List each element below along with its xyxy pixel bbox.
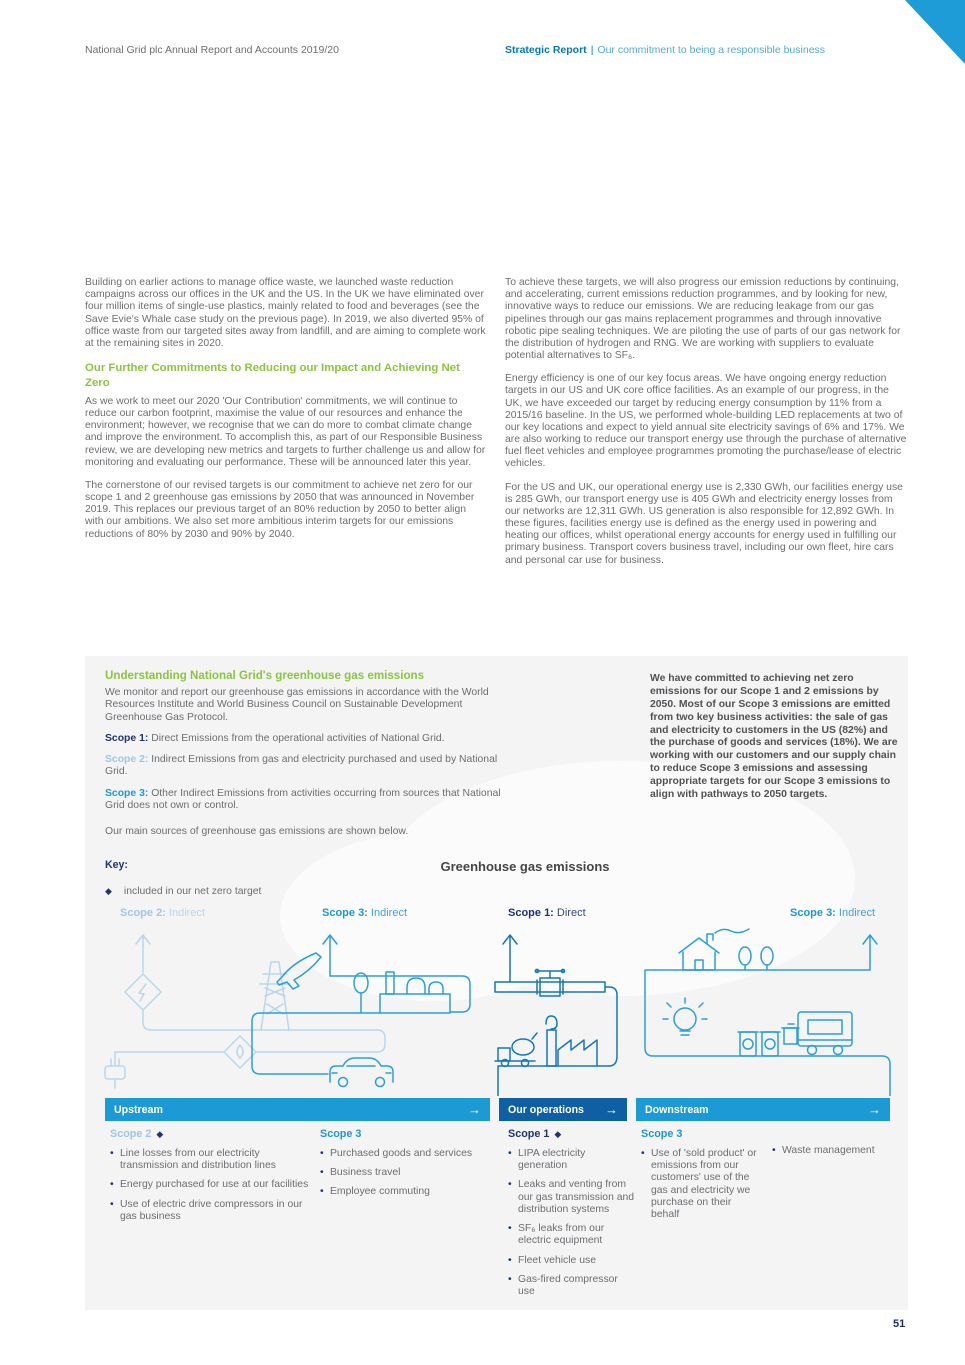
connector-path bbox=[645, 970, 890, 1096]
list-item: • SF₆ leaks from our electric equipment bbox=[508, 1223, 636, 1248]
scope2-bold: Scope 2: bbox=[120, 907, 166, 919]
article-column-left bbox=[85, 277, 487, 552]
connector-path bbox=[143, 1010, 385, 1052]
flame-icon bbox=[237, 1045, 243, 1058]
connector-path bbox=[115, 1052, 224, 1066]
sources-note: Our main sources of greenhouse gas emissions are shown below. bbox=[105, 826, 409, 838]
diagram-title: Greenhouse gas emissions bbox=[440, 859, 610, 874]
breadcrumb bbox=[505, 44, 825, 56]
scope3-upstream-illustration bbox=[252, 935, 470, 1087]
list-title-text: Scope 3 bbox=[320, 1128, 362, 1140]
paragraph: For the US and UK, our operational energy use is 2,330 GWh, our facilities energy use is 285 GWh, our transport energy use is 405 GWh and electricity energy losses from our networks are 12,311 GWh. US generation is also responsible for 12,892 GWh. In these figures, facilities energy use is defined as the energy used in powering and heating our offices, whilst operational energy accounts for energy used in fulfilling our primary business. Transport covers business travel, including our own fleet, hire cars and personal car use for business. bbox=[505, 481, 903, 566]
scope3-type: Indirect bbox=[838, 907, 875, 919]
upstream-scope3-list bbox=[320, 1128, 485, 1206]
list-title bbox=[641, 1128, 761, 1141]
net-zero-diamond-icon: ◆ bbox=[554, 1129, 562, 1139]
scope2-label: Scope 2: bbox=[105, 754, 149, 766]
paragraph: To achieve these targets, we will also progress our emission reductions by continuing, and accelerating, current emissions reduction programmes, and by looking for new, innovative ways to reduce our emissions. We are reducing leakage from our gas pipelines through our gas mains replacement programmes and through innovative robotic pipe sealing techniques. We are piloting the use of parts of our gas network for the distribution of hydrogen and RNG. We are working with suppliers to evaluate potential alternatives to SF₆. bbox=[505, 277, 901, 362]
stage-bar-our-operations bbox=[499, 1098, 627, 1121]
diagram-label-scope1 bbox=[508, 907, 586, 919]
arrow-right-icon: → bbox=[468, 1102, 481, 1117]
scope3-bold: Scope 3: bbox=[790, 907, 836, 919]
list-item: • Line losses from our electricity transmission and distribution lines bbox=[110, 1148, 310, 1173]
scope2-type: Indirect bbox=[168, 907, 205, 919]
ghg-emissions-panel bbox=[85, 656, 908, 1310]
list-item: • LIPA electricity generation bbox=[508, 1148, 636, 1173]
net-zero-commitment-text: We have committed to achieving net zero emissions for our Scope 1 and 2 emissions by 2050. Most of our Scope 3 emissions are emitted from two key business activities: the sale of gas and electricity to customers in the US (82%) and the purchase of goods and services (18%). We are working with our customers and our supply chain to reduce Scope 3 emissions and assessing appropriate targets for our Scope 3 emissions to align with pathways to 2050 targets. bbox=[650, 673, 898, 801]
scope1-desc: Direct Emissions from the operational activities of National Grid. bbox=[151, 732, 445, 744]
scope3-downstream-illustration bbox=[645, 929, 890, 1096]
tree-icon bbox=[354, 973, 368, 1013]
up-arrow bbox=[503, 935, 517, 972]
article-column-right bbox=[505, 277, 907, 578]
delivery-truck-icon bbox=[782, 1012, 852, 1055]
list-item: • Business travel bbox=[320, 1167, 485, 1179]
list-item: • Employee commuting bbox=[320, 1186, 485, 1198]
plane-icon bbox=[277, 953, 321, 989]
stage-label: Our operations bbox=[508, 1103, 584, 1116]
list-title-text: Scope 2 bbox=[110, 1128, 152, 1140]
key-row bbox=[105, 886, 513, 897]
list-item: • Use of 'sold product' or emissions from our customers' use of the gas and electricity we purchase on their behalf bbox=[641, 1148, 761, 1222]
stage-label: Downstream bbox=[645, 1103, 709, 1116]
lightning-bolt-icon bbox=[139, 984, 146, 1001]
list-title bbox=[110, 1128, 310, 1141]
breadcrumb-subsection: Our commitment to being a responsible business bbox=[597, 44, 826, 56]
arrow-right-icon: → bbox=[868, 1102, 881, 1117]
trees-icon bbox=[739, 947, 773, 970]
diagram-label-scope3-upstream bbox=[322, 907, 407, 919]
list-item: • Use of electric drive compressors in our gas business bbox=[110, 1199, 310, 1224]
scope1-definition bbox=[105, 733, 513, 745]
corner-tab-triangle bbox=[905, 0, 965, 64]
scope2-definition bbox=[105, 754, 513, 779]
smoke-icon bbox=[715, 929, 749, 933]
scope1-illustration bbox=[495, 935, 617, 1096]
list-title-text: Scope 3 bbox=[641, 1128, 683, 1140]
diagram-label-scope2 bbox=[120, 907, 205, 919]
operations-scope1-list bbox=[508, 1128, 636, 1305]
stage-bar-upstream bbox=[105, 1098, 490, 1121]
paragraph: Energy efficiency is one of our key focus areas. We have ongoing energy reduction targets in our US and UK core office facilities. As an example of our progress, in the UK, we have exceeded our target by reducing energy consumption by 11% from a 2015/16 baseline. In the US, we performed whole-building LED replacements at two of our key locations and expect to yield annual site electricity savings of 6% and 17%. We are also working to reduce our transport energy use through the purchase of alternative fuel fleet vehicles and employee programmes promoting the purchase/lease of electric vehicles. bbox=[505, 373, 907, 470]
emissions-flow-illustration bbox=[85, 926, 908, 1096]
list-title bbox=[508, 1128, 636, 1141]
up-arrow bbox=[136, 935, 150, 972]
connector-path bbox=[330, 972, 470, 1012]
scope3-type: Indirect bbox=[370, 907, 407, 919]
breadcrumb-divider: | bbox=[590, 44, 594, 56]
breadcrumb-section: Strategic Report bbox=[505, 44, 587, 56]
key-label: Key: bbox=[105, 859, 128, 872]
scope3-label: Scope 3: bbox=[105, 787, 149, 799]
factory-icon bbox=[380, 972, 450, 1013]
lightbulb-icon bbox=[663, 998, 707, 1035]
factory-chimney-icon bbox=[546, 1016, 597, 1066]
list-title bbox=[320, 1128, 485, 1141]
scope1-bold: Scope 1: bbox=[508, 907, 554, 919]
up-arrow bbox=[323, 935, 337, 972]
list-item: • Fleet vehicle use bbox=[508, 1255, 636, 1267]
scope3-bold: Scope 3: bbox=[322, 907, 368, 919]
scope2-desc: Indirect Emissions from gas and electricity purchased and used by National Grid. bbox=[105, 754, 498, 778]
list-title-text: Scope 1 bbox=[508, 1128, 550, 1140]
mixer-truck-icon bbox=[495, 1033, 537, 1067]
downstream-scope3-list-2 bbox=[772, 1128, 900, 1164]
list-item: • Purchased goods and services bbox=[320, 1148, 485, 1160]
key-text: included in our net zero target bbox=[123, 886, 262, 898]
electricity-diamond bbox=[125, 974, 161, 1010]
scope3-desc: Other Indirect Emissions from activities occurring from sources that National Grid does not own or control. bbox=[105, 787, 501, 811]
stage-bar-downstream bbox=[636, 1098, 890, 1121]
panel-heading: Understanding National Grid's greenhouse gas emissions bbox=[105, 669, 425, 682]
report-title: National Grid plc Annual Report and Accounts 2019/20 bbox=[85, 44, 339, 56]
car-icon bbox=[330, 1058, 393, 1087]
recycling-bins-icon bbox=[738, 1032, 780, 1056]
paragraph: As we work to meet our 2020 'Our Contribution' commitments, we will continue to reduce our carbon footprint, maximise the value of our resources and enhance the environment; however, we recognise that we can do more to combat climate change and improve the environment. To accomplish this, as part of our Responsible Business review, we are developing new metrics and targets to further challenge us and allow for monitoring and evaluating our performance. These will be announced later this year. bbox=[85, 395, 486, 468]
list-item: • Energy purchased for use at our facilities bbox=[110, 1179, 310, 1191]
page-number: 51 bbox=[893, 1318, 906, 1330]
panel-intro-text: We monitor and report our greenhouse gas emissions in accordance with the World Resources Institute and World Business Council on Sustainable Development Greenhouse Gas Protocol. bbox=[105, 687, 489, 723]
paragraph: The cornerstone of our revised targets is our commitment to achieve net zero for our scope 1 and 2 greenhouse gas emissions by 2050 that was announced in November 2019. This replaces our previous target of an 80% reduction by 2050 to better align with our ambitions. We also set more ambitious interim targets for our emissions reductions of 80% by 2030 and 90% by 2040. bbox=[85, 479, 475, 540]
list-item: • Gas-fired compressor use bbox=[508, 1274, 636, 1299]
pipeline-valve-icon bbox=[495, 969, 605, 996]
paragraph: Building on earlier actions to manage office waste, we launched waste reduction campaigns across our offices in the UK and the US. In the UK we have eliminated over four million items of single-use plastics, mainly related to food and beverages (see the Save Evie's Whale case study on the previous page). In 2019, we also diverted 95% of office waste from our targeted sites away from landfill, and are aiming to complete work at the remaining sites in 2020. bbox=[85, 277, 486, 349]
arrow-right-icon: → bbox=[605, 1102, 618, 1117]
gas-flame-diamond bbox=[224, 1036, 256, 1068]
net-zero-diamond-icon: ◆ bbox=[156, 1129, 164, 1139]
net-zero-diamond-icon: ◆ bbox=[105, 886, 112, 897]
scope3-definition bbox=[105, 788, 513, 813]
diagram-label-scope3-downstream bbox=[790, 907, 875, 919]
section-heading: Our Further Commitments to Reducing our Impact and Achieving Net Zero bbox=[85, 362, 460, 390]
upstream-scope2-list bbox=[110, 1128, 310, 1230]
connector-path bbox=[252, 1013, 380, 1074]
up-arrow bbox=[863, 935, 877, 970]
scope1-label: Scope 1: bbox=[105, 732, 149, 744]
house-icon bbox=[679, 929, 749, 970]
list-item: • Waste management bbox=[772, 1145, 900, 1157]
scope1-type: Direct bbox=[556, 907, 586, 919]
stage-label: Upstream bbox=[114, 1103, 163, 1116]
downstream-scope3-list bbox=[641, 1128, 761, 1228]
list-item: • Leaks and venting from our gas transmission and distribution systems bbox=[508, 1179, 636, 1216]
